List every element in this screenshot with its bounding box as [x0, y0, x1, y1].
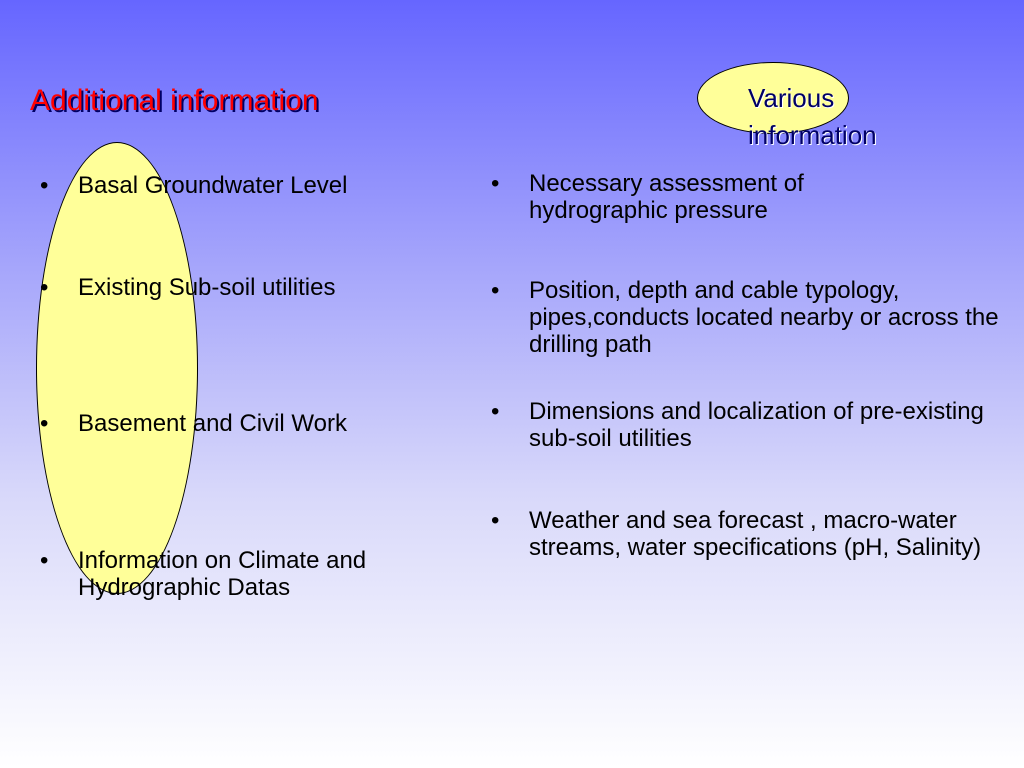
- bullet-icon: •: [491, 277, 500, 304]
- list-item: [40, 410, 440, 437]
- list-item: [491, 170, 891, 224]
- bullet-icon: •: [491, 507, 500, 534]
- various-information-label: [748, 80, 948, 154]
- slide-title: Additional information: [30, 84, 319, 117]
- list-item-text: Position, depth and cable typology, pipes,conducts located nearby or across the drilling path: [529, 277, 999, 358]
- list-item: [40, 547, 440, 601]
- tag-line-2: information: [748, 120, 877, 150]
- bullet-icon: •: [40, 547, 49, 574]
- list-item: [40, 274, 440, 301]
- list-item-text: Basement and Civil Work: [78, 410, 347, 437]
- list-item: [491, 277, 1001, 358]
- left-highlight-oval: [36, 142, 198, 594]
- bullet-icon: •: [491, 398, 500, 425]
- list-item: [40, 172, 440, 199]
- tag-line-1: Various: [748, 83, 835, 113]
- bullet-icon: •: [40, 172, 49, 199]
- bullet-icon: •: [40, 274, 49, 301]
- list-item-text: Dimensions and localization of pre-existing sub-soil utilities: [529, 398, 984, 452]
- list-item-text: Existing Sub-soil utilities: [78, 274, 336, 301]
- bullet-icon: •: [40, 410, 49, 437]
- list-item: [491, 398, 1001, 452]
- list-item: [491, 507, 1001, 561]
- list-item-text: Necessary assessment of hydrographic pressure: [529, 170, 804, 224]
- list-item-text: Weather and sea forecast , macro-water streams, water specifications (pH, Salinity): [529, 507, 982, 561]
- bullet-icon: •: [491, 170, 500, 197]
- list-item-text: Information on Climate and Hydrographic Datas: [78, 547, 367, 601]
- list-item-text: Basal Groundwater Level: [78, 172, 348, 199]
